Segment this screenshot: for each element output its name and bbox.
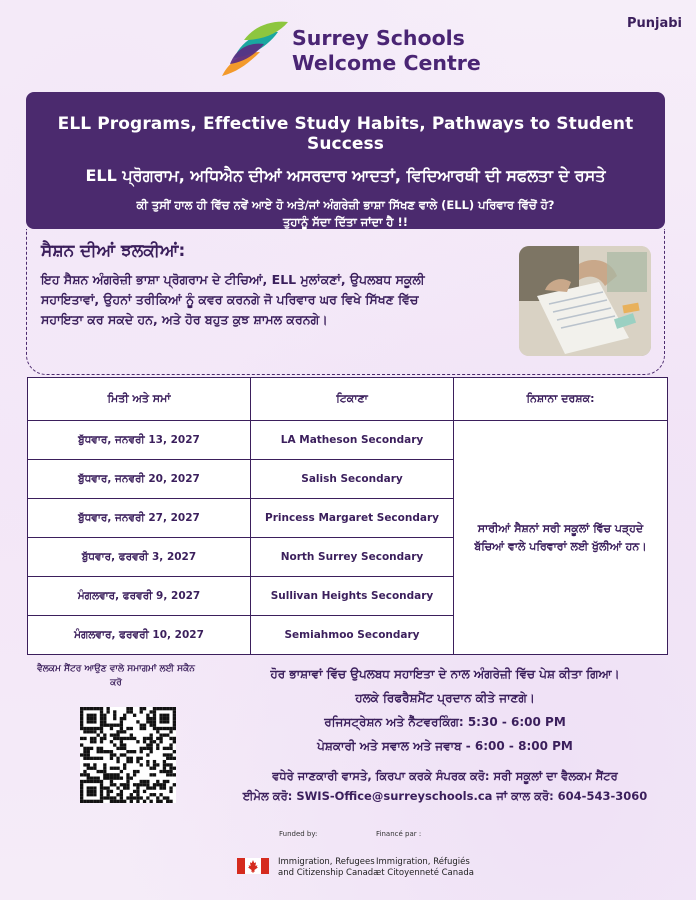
header-location: ਟਿਕਾਣਾ xyxy=(251,378,454,421)
row-location: Sullivan Heights Secondary xyxy=(251,577,454,616)
row-date: ਬੁੱਧਵਾਰ, ਜਨਵਰੀ 20, 2027 xyxy=(28,460,251,499)
banner-invite xyxy=(26,197,665,231)
table-header-row xyxy=(28,378,668,421)
row-date: ਬੁੱਧਵਾਰ, ਜਨਵਰੀ 13, 2027 xyxy=(28,421,251,460)
logo-line-2: Welcome Centre xyxy=(292,51,481,75)
ircc-fr-line-2: et Citoyenneté Canada xyxy=(376,868,474,878)
row-location: LA Matheson Secondary xyxy=(251,421,454,460)
qr-label: ਵੈਲਕਮ ਸੈਂਟਰ ਆਉਣ ਵਾਲੇ ਸਮਾਗਮਾਂ ਲਈ ਸਕੈਨ ਕਰੋ xyxy=(37,664,195,688)
title-banner xyxy=(26,92,665,229)
contact-line-2[interactable]: ਈਮੇਲ ਕਰੋ: SWIS-Office@surreyschools.ca ਜਾਂ ਕਾਲ ਕਰੋ: 604-543-3060 xyxy=(242,789,648,803)
ircc-fr-line-1: Immigration, Réfugiés xyxy=(376,857,470,867)
row-date: ਮੰਗਲਵਾਰ, ਫਰਵਰੀ 10, 2027 xyxy=(28,616,251,655)
canada-flag-icon xyxy=(237,858,269,874)
ircc-french xyxy=(376,857,474,879)
ircc-en-line-1: Immigration, Refugees xyxy=(278,857,375,867)
contact-line-1: ਵਧੇਰੇ ਜਾਣਕਾਰੀ ਵਾਸਤੇ, ਕਿਰਪਾ ਕਰਕੇ ਸੰਪਰਕ ਕਰੋ: ਸਰੀ ਸਕੂਲਾਂ ਦਾ ਵੈਲਕਮ ਸੈਂਟਰ xyxy=(272,769,618,783)
row-date: ਬੁੱਧਵਾਰ, ਫਰਵਰੀ 3, 2027 xyxy=(28,538,251,577)
logo-text xyxy=(292,26,481,76)
study-photo xyxy=(519,246,651,356)
title-punjabi: ELL ਪ੍ਰੋਗਰਾਮ, ਅਧਿਐਨ ਦੀਆਂ ਅਸਰਦਾਰ ਆਦਤਾਂ, ਵਿਦਿਆਰਥੀ ਦੀ ਸਫਲਤਾ ਦੇ ਰਸਤੇ xyxy=(85,166,606,185)
leaf-logo-icon xyxy=(220,18,290,78)
study-photo-illustration xyxy=(519,246,651,356)
banner-question: ਕੀ ਤੁਸੀਂ ਹਾਲ ਹੀ ਵਿੱਚ ਨਵੇਂ ਆਏ ਹੋ ਅਤੇ/ਜਾਂ ਅੰਗਰੇਜ਼ੀ ਭਾਸ਼ਾ ਸਿੱਖਣ ਵਾਲੇ (ELL) ਪਰਿਵਾਰ ਵਿੱਚੋਂ ਹੋ? xyxy=(136,198,555,212)
contact-info xyxy=(210,766,680,806)
surrey-schools-logo xyxy=(220,18,480,80)
title-english: ELL Programs, Effective Study Habits, Pathways to Student Success xyxy=(57,114,634,154)
row-location: Semiahmoo Secondary xyxy=(251,616,454,655)
info-registration-line: ਰਜਿਸਟ੍ਰੇਸ਼ਨ ਅਤੇ ਨੈੱਟਵਰਕਿੰਗ: 5:30 - 6:00 PM xyxy=(324,715,566,729)
highlights-body: ਇਹ ਸੈਸ਼ਨ ਅੰਗਰੇਜ਼ੀ ਭਾਸ਼ਾ ਪ੍ਰੋਗਰਾਮ ਦੇ ਟੀਚਿਆਂ, ELL ਮੁਲਾਂਕਣਾਂ, ਉਪਲਬਧ ਸਕੂਲੀ ਸਹਾਇਤਾਵਾਂ, ਉਹਨਾਂ ਤਰੀਕਿਆਂ ਨੂੰ ਕਵਰ ਕਰਨਗੇ ਜੋ ਪਰਿਵਾਰ ਘਰ ਵਿਖੇ ਸਿੱਖਣ ਵਿੱਚ ਸਹਾਇਤਾ ਕਰ ਸਕਦੇ ਹਨ, ਅਤੇ ਹੋਰ ਬਹੁਤ ਕੁਝ ਸ਼ਾਮਲ ਕਰਨਗੇ। xyxy=(41,272,425,327)
header-date-time: ਮਿਤੀ ਅਤੇ ਸਮਾਂ xyxy=(28,378,251,421)
logo-line-1: Surrey Schools xyxy=(292,26,465,50)
highlights-title: ਸੈਸ਼ਨ ਦੀਆਂ ਝਲਕੀਆਂ: xyxy=(41,241,186,261)
row-date: ਬੁੱਧਵਾਰ, ਜਨਵਰੀ 27, 2027 xyxy=(28,499,251,538)
event-info xyxy=(210,662,680,806)
audience-cell: ਸਾਰੀਆਂ ਸੈਸ਼ਨਾਂ ਸਰੀ ਸਕੂਲਾਂ ਵਿੱਚ ਪੜ੍ਹਦੇ ਬੱਚਿਆਂ ਵਾਲੇ ਪਰਿਵਾਰਾਂ ਲਈ ਖੁੱਲੀਆਂ ਹਨ। xyxy=(454,421,668,655)
row-location: Salish Secondary xyxy=(251,460,454,499)
session-highlights xyxy=(26,229,665,375)
language-label: Punjabi xyxy=(626,16,682,31)
finance-par-label: Financé par : xyxy=(376,830,422,838)
info-presentation-line: ਪੇਸ਼ਕਾਰੀ ਅਤੇ ਸਵਾਲ ਅਤੇ ਜਵਾਬ - 6:00 - 8:00 PM xyxy=(317,739,573,753)
funded-by-label: Funded by: xyxy=(279,830,318,838)
header-audience: ਨਿਸ਼ਾਨਾ ਦਰਸ਼ਕ: xyxy=(454,378,668,421)
row-location: Princess Margaret Secondary xyxy=(251,499,454,538)
row-location: North Surrey Secondary xyxy=(251,538,454,577)
table-row xyxy=(28,421,668,460)
schedule-table xyxy=(27,377,668,655)
ircc-english xyxy=(278,857,378,879)
info-language-line: ਹੋਰ ਭਾਸ਼ਾਵਾਂ ਵਿੱਚ ਉਪਲਬਧ ਸਹਾਇਤਾ ਦੇ ਨਾਲ ਅੰਗਰੇਜ਼ੀ ਵਿੱਚ ਪੇਸ਼ ਕੀਤਾ ਗਿਆ। xyxy=(270,667,620,681)
qr-code-icon[interactable] xyxy=(80,707,176,803)
info-refreshments-line: ਹਲਕੇ ਰਿਫਰੈਸ਼ਮੈਂਟ ਪ੍ਰਦਾਨ ਕੀਤੇ ਜਾਣਗੇ। xyxy=(355,691,535,705)
ircc-en-line-2: and Citizenship Canada xyxy=(278,868,379,878)
row-date: ਮੰਗਲਵਾਰ, ਫਰਵਰੀ 9, 2027 xyxy=(28,577,251,616)
banner-invite-line: ਤੁਹਾਨੂੰ ਸੱਦਾ ਦਿੱਤਾ ਜਾਂਦਾ ਹੈ !! xyxy=(283,215,408,229)
